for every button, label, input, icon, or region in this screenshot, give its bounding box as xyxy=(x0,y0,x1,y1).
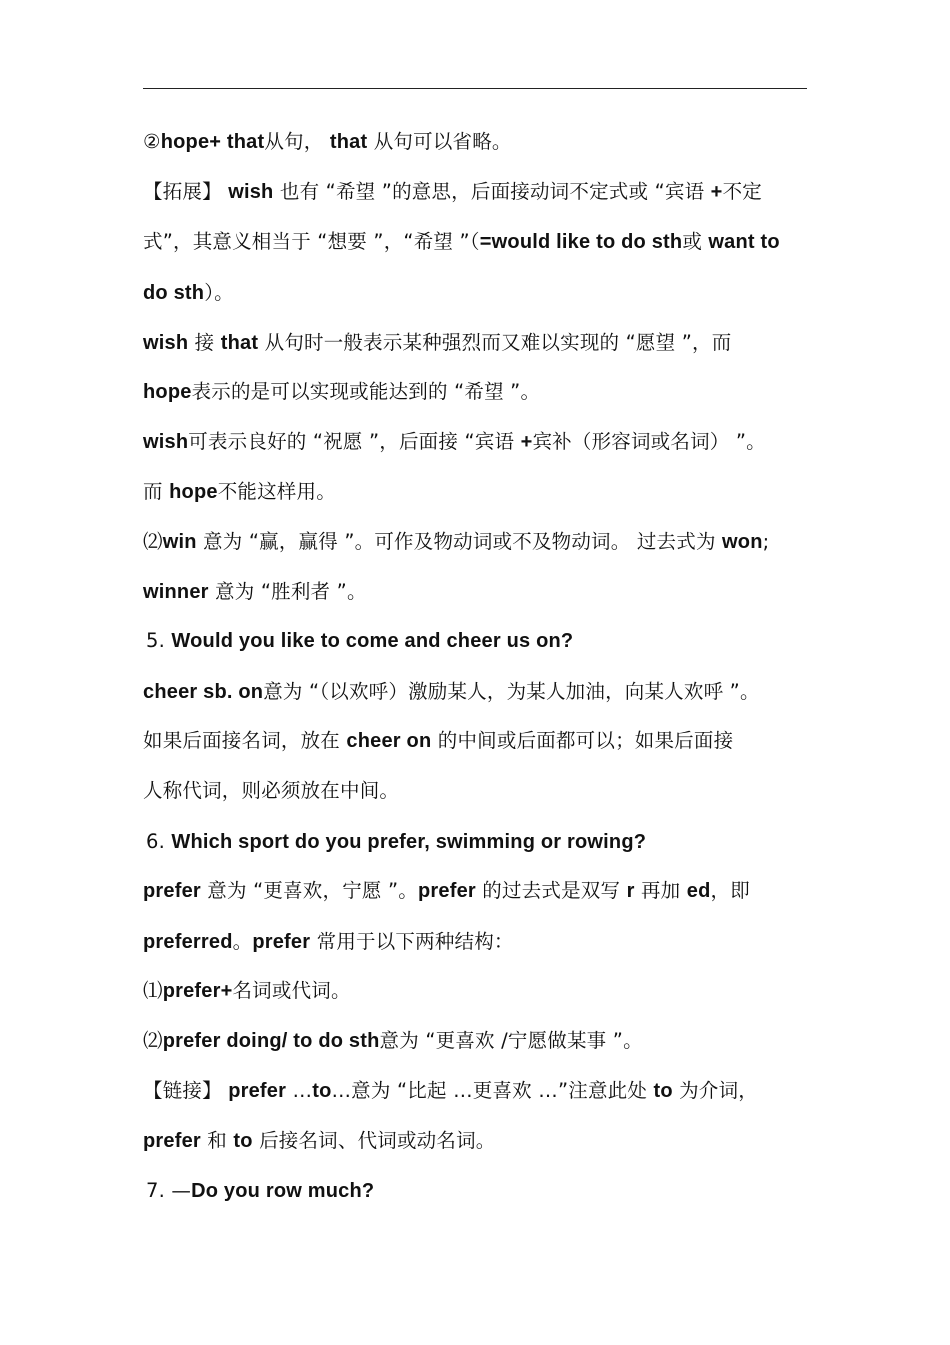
text-segment: …意为 “比起 …更喜欢 …”注意此处 xyxy=(331,1079,654,1102)
bold-term: hope xyxy=(143,381,192,403)
bold-term: hope xyxy=(169,481,218,503)
text-segment: 人称代词，则必须放在中间。 xyxy=(143,779,400,802)
bold-term: cheer sb. on xyxy=(143,681,264,703)
text-segment: 式”，其意义相当于 “想要 ”，“希望 ”（ xyxy=(143,230,480,253)
bold-term: Do you row much? xyxy=(191,1180,375,1202)
text-line xyxy=(143,528,823,556)
header-rule xyxy=(143,88,807,89)
text-segment: 或 xyxy=(682,230,709,253)
text-line xyxy=(143,428,823,456)
text-segment: 从句可以省略。 xyxy=(367,130,512,153)
section-heading xyxy=(146,1177,826,1205)
text-line xyxy=(143,1127,823,1155)
bold-term: cheer on xyxy=(346,730,432,752)
text-line xyxy=(143,178,823,206)
bold-term: wish xyxy=(228,181,274,203)
text-segment: 和 xyxy=(200,1129,234,1152)
bold-term: + xyxy=(520,431,533,453)
bold-term: prefer+ xyxy=(162,980,233,1002)
text-line xyxy=(143,228,823,256)
text-line xyxy=(143,977,823,1005)
text-line xyxy=(143,128,823,156)
text-segment: 7. — xyxy=(146,1179,192,1202)
bold-term: prefer xyxy=(228,1080,287,1102)
text-segment: 意为 “更喜欢 /宁愿做某事 ”。 xyxy=(379,1029,643,1052)
bold-term: wish xyxy=(143,332,189,354)
text-segment: 表示的是可以实现或能达到的 “希望 ”。 xyxy=(191,380,541,403)
text-segment: 而 xyxy=(143,480,170,503)
bold-term: want to xyxy=(708,231,780,253)
bold-term: prefer xyxy=(143,1130,201,1152)
text-segment: 的过去式是双写 xyxy=(475,879,627,902)
bold-term: r xyxy=(626,880,635,902)
text-line xyxy=(143,877,823,905)
bold-term: that xyxy=(329,131,368,153)
text-segment: 后接名词、代词或动名词。 xyxy=(252,1129,496,1152)
text-segment: 不定 xyxy=(722,180,762,203)
text-segment: 6. xyxy=(146,830,172,853)
text-segment: 意为 “更喜欢，宁愿 ”。 xyxy=(200,879,418,902)
bold-term: Would you like to come and cheer us on? xyxy=(171,630,574,652)
text-segment: ，即 xyxy=(710,879,750,902)
bold-term: preferred xyxy=(143,931,233,953)
text-line xyxy=(143,777,823,805)
text-line xyxy=(143,279,823,307)
text-segment: … xyxy=(286,1079,313,1102)
bold-term: wish xyxy=(143,431,189,453)
text-segment: 宾补（形容词或名词） ”。 xyxy=(532,430,766,453)
section-heading xyxy=(146,627,826,655)
text-segment: 意为 “（以欢呼）激励某人，为某人加油，向某人欢呼 ”。 xyxy=(263,680,760,703)
text-segment: 意为 “胜利者 ”。 xyxy=(208,580,367,603)
text-segment: 从句时一般表示某种强烈而又难以实现的 “愿望 ”，而 xyxy=(258,331,732,354)
text-line xyxy=(143,329,823,357)
bold-term: winner xyxy=(143,581,209,603)
bold-term: to xyxy=(233,1130,253,1152)
text-segment: 名词或代词。 xyxy=(232,979,351,1002)
text-segment: ⑵ xyxy=(143,1029,163,1052)
text-line xyxy=(143,478,823,506)
text-segment: 【链接】 xyxy=(143,1079,229,1102)
text-segment: 意为 “赢，赢得 ”。可作及物动词或不及物动词。 过去式为 xyxy=(196,530,723,553)
text-segment: 接 xyxy=(188,331,221,354)
bold-term: + xyxy=(710,181,723,203)
bold-term: prefer xyxy=(418,880,476,902)
bold-term: Which sport do you prefer, swimming or rowing? xyxy=(171,831,647,853)
section-heading xyxy=(146,828,826,856)
text-segment: 不能这样用。 xyxy=(217,480,336,503)
text-line xyxy=(143,378,823,406)
text-line xyxy=(143,1077,823,1105)
text-segment: 【拓展】 xyxy=(143,180,229,203)
text-segment: 。 xyxy=(232,930,253,953)
bold-term: ed xyxy=(686,880,711,902)
bold-term: won xyxy=(722,531,763,553)
text-line xyxy=(143,1027,823,1055)
text-segment: ; xyxy=(762,530,770,553)
bold-term: prefer doing/ to do sth xyxy=(162,1030,380,1052)
bold-term: prefer xyxy=(252,931,311,953)
text-segment: 5. xyxy=(146,629,172,652)
bold-term: =would like to do sth xyxy=(479,231,683,253)
bold-term: that xyxy=(220,332,259,354)
text-line xyxy=(143,727,823,755)
text-line xyxy=(143,928,823,956)
text-segment: 为介词， xyxy=(672,1079,758,1102)
text-segment: 的中间或后面都可以；如果后面接 xyxy=(431,729,734,752)
text-segment: 也有 “希望 ”的意思，后面接动词不定式或 “宾语 xyxy=(273,180,711,203)
bold-term: prefer xyxy=(143,880,201,902)
bold-term: do sth xyxy=(143,282,205,304)
bold-term: win xyxy=(162,531,197,553)
text-segment: 如果后面接名词，放在 xyxy=(143,729,347,752)
text-segment: 从句， xyxy=(264,130,330,153)
text-segment: ② xyxy=(143,130,161,153)
text-line xyxy=(143,578,823,606)
text-segment: ⑵ xyxy=(143,530,163,553)
text-line xyxy=(143,678,823,706)
text-segment: 可表示良好的 “祝愿 ”，后面接 “宾语 xyxy=(188,430,521,453)
text-segment: 再加 xyxy=(634,879,687,902)
bold-term: hope+ that xyxy=(160,131,265,153)
text-segment: ）。 xyxy=(204,281,234,304)
bold-term: to xyxy=(653,1080,673,1102)
bold-term: to xyxy=(312,1080,332,1102)
text-segment: 常用于以下两种结构： xyxy=(310,930,514,953)
text-segment: ⑴ xyxy=(143,979,163,1002)
